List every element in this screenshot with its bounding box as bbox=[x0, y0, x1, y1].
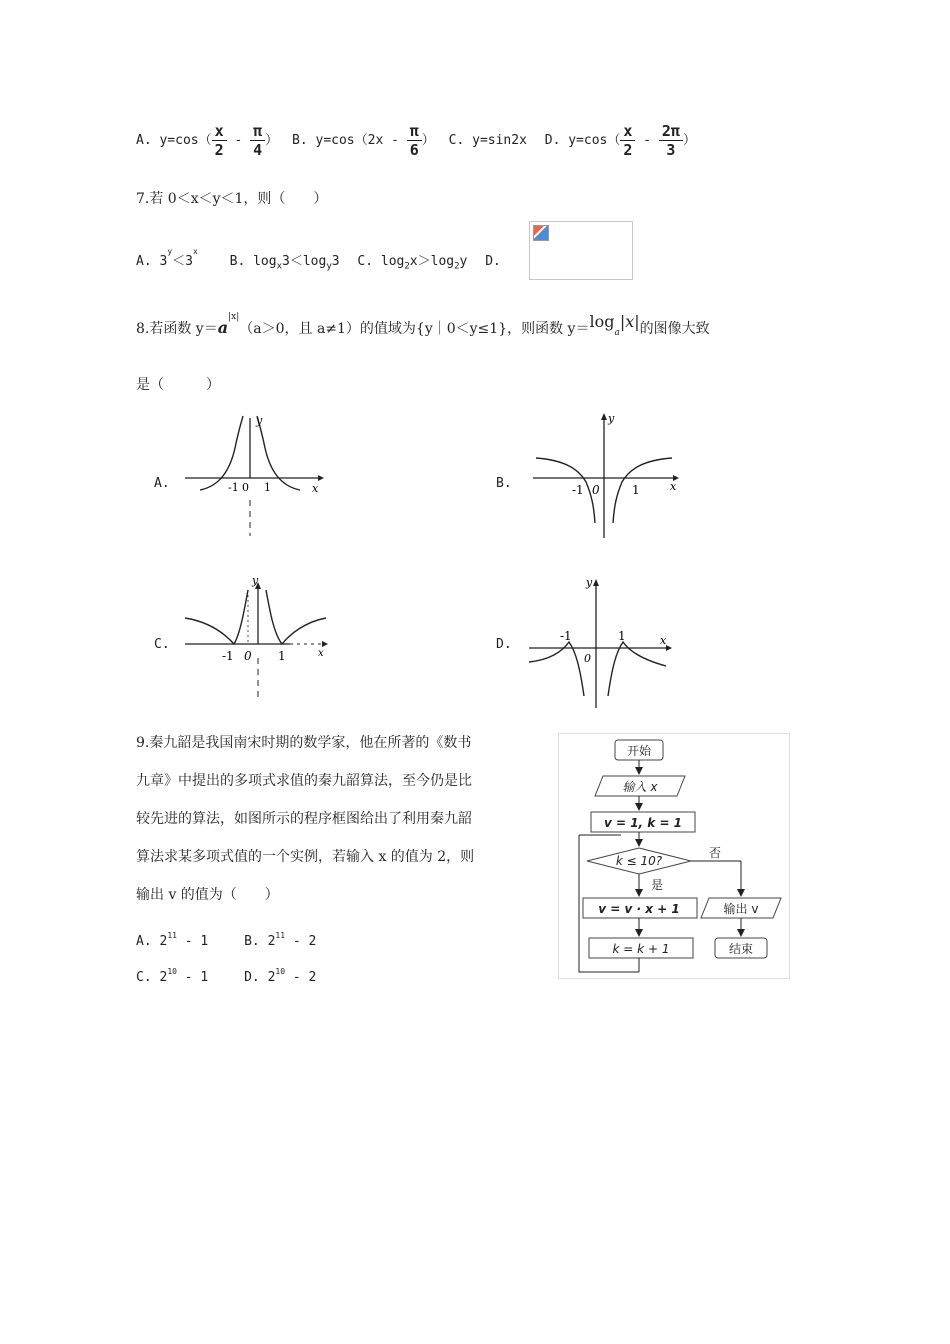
origin-label: 0 bbox=[584, 652, 591, 665]
tick-label-1: 1 bbox=[618, 629, 626, 643]
fraction: $\frac{x}{2}$ bbox=[212, 122, 227, 159]
q8-option-c-label: C. bbox=[154, 637, 170, 652]
q7-option-c: C. $\log_2x>\log_2y$ bbox=[357, 254, 468, 272]
q7-stem: 7.若 0＜x＜y＜1，则（ ） bbox=[136, 191, 328, 207]
fraction: $\frac{\pi}{6}$ bbox=[407, 122, 422, 159]
q6-options bbox=[136, 122, 696, 159]
q7-option-d: D. bbox=[485, 254, 501, 269]
tick-label-1: 1 bbox=[264, 481, 271, 494]
flow-init: v = 1, k = 1 bbox=[603, 816, 683, 830]
q7-option-a: A. $3^y<3^x$ bbox=[136, 247, 198, 269]
q8-option-a-label: A. bbox=[154, 476, 170, 491]
q8-stem: 8.若函数 $y=a^{|x|}(a>0$，且 a≠1）的值域为{y｜0＜y≤1}，则函数 $y=\log_a|x|$的图像大致 bbox=[136, 312, 710, 338]
q6-option-d: D. y=cos（ $\frac{x}{2}$ - $\frac{2\pi}{3}$ ） bbox=[544, 122, 696, 159]
flow-end: 结束 bbox=[728, 942, 754, 956]
q9-option-a: A. $2^{11} - 1$ bbox=[136, 931, 209, 949]
tick-label-neg1: -1 bbox=[222, 649, 234, 663]
flow-yes-label: 是 bbox=[651, 878, 664, 892]
flow-condition: k ≤ 10? bbox=[615, 854, 663, 868]
x-axis-label: x bbox=[660, 634, 667, 647]
graph-b bbox=[528, 408, 688, 540]
x-axis-label: x bbox=[318, 648, 324, 659]
q9-stem: 9.秦九韶是我国南宋时期的数学家，他在所著的《数书 九章》中提出的多项式求值的秦九韶算法，至今仍是比 较先进的算法，如图所示的程序框图给出了利用秦九韶 算法求某多项式值的一个实例，若输入 x 的值为 2，则 输出 v 的值为（ ） bbox=[136, 735, 475, 903]
q9-option-d: D. $2^{10} - 2$ bbox=[244, 967, 317, 985]
q9-options-row1 bbox=[136, 931, 317, 949]
q8-option-b-label: B. bbox=[496, 476, 512, 491]
q9-options-row2 bbox=[136, 967, 317, 985]
flow-update-v: v = v · x + 1 bbox=[598, 902, 680, 916]
origin-label: 0 bbox=[242, 481, 249, 494]
flow-start: 开始 bbox=[626, 744, 652, 758]
q7-option-b: B. $\log_x3<\log_y3$ bbox=[229, 254, 340, 272]
q7-options bbox=[136, 247, 501, 272]
q6-option-b: B. y=cos（2x - $\frac{\pi}{6}$ ） bbox=[292, 122, 435, 159]
graph-a bbox=[180, 408, 330, 538]
y-axis-label: y bbox=[256, 414, 263, 427]
tick-label-neg1: -1 bbox=[572, 483, 584, 497]
flow-input: 输入 x bbox=[622, 780, 658, 794]
q6-option-a: A. y=cos（ $\frac{x}{2}$ - $\frac{\pi}{4}$ ） bbox=[136, 122, 279, 159]
broken-image-placeholder bbox=[529, 221, 633, 280]
flowchart bbox=[558, 733, 790, 979]
q9-option-c: C. $2^{10} - 1$ bbox=[136, 967, 209, 985]
flow-update-k: k = k + 1 bbox=[612, 942, 670, 956]
broken-image-icon bbox=[533, 225, 549, 241]
q8-option-d-label: D. bbox=[496, 637, 512, 652]
fraction: $\frac{\pi}{4}$ bbox=[250, 122, 265, 159]
fraction: $\frac{x}{2}$ bbox=[620, 122, 635, 159]
x-axis-label: x bbox=[670, 480, 677, 493]
tick-label-1: 1 bbox=[278, 649, 286, 663]
tick-label-neg1: -1 bbox=[560, 629, 572, 643]
fraction: $\frac{2\pi}{3}$ bbox=[659, 122, 683, 159]
y-axis-label: y bbox=[252, 574, 259, 587]
q6-option-c: C. y=sin2x bbox=[448, 133, 527, 148]
graph-c bbox=[180, 572, 340, 706]
origin-label: 0 bbox=[244, 649, 252, 663]
x-axis-label: x bbox=[312, 482, 319, 495]
q8-stem-line2: 是（ ） bbox=[136, 377, 220, 393]
y-axis-label: y bbox=[608, 412, 615, 425]
flow-output: 输出 v bbox=[723, 902, 759, 916]
y-axis-label: y bbox=[586, 576, 593, 589]
q9-option-b: B. $2^{11} - 2$ bbox=[244, 931, 317, 949]
origin-label: 0 bbox=[592, 483, 600, 497]
graph-d bbox=[524, 572, 684, 710]
tick-label-neg1: -1 bbox=[228, 481, 239, 494]
flow-no-label: 否 bbox=[709, 846, 722, 860]
tick-label-1: 1 bbox=[632, 483, 640, 497]
